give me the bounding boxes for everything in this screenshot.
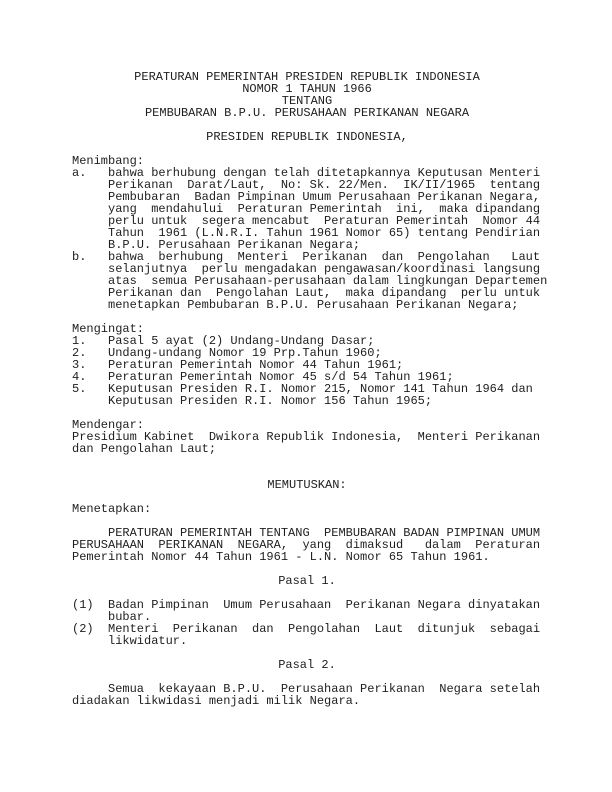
document-title: PERATURAN PEMERINTAH PRESIDEN REPUBLIK INDONESIA [134, 70, 480, 84]
text-line: Perikanan dan Pengolahan Laut, maka dipandang perlu untuk [108, 286, 541, 300]
legal-basis-item-4-label: 4. [72, 370, 87, 384]
mengingat-label: Mengingat: [72, 322, 145, 336]
text-line: Peraturan Pemerintah Nomor 44 Tahun 1961; [108, 358, 404, 372]
text-line: yang mendahului Peraturan Pemerintah ini, maka dipandang [108, 202, 541, 216]
legal-basis-item-5 [72, 383, 542, 407]
text-line: diadakan likwidasi menjadi milik Negara. [72, 694, 361, 708]
text-line: Presidium Kabinet Dwikora Republik Indonesia, Menteri Perikanan [72, 430, 541, 444]
mendengar-label: Mendengar: [72, 418, 145, 432]
text-line: Menteri Perikanan dan Pengolahan Laut ditunjuk sebagai [108, 622, 541, 636]
text-line: likwidatur. [108, 634, 188, 648]
menetapkan-label: Menetapkan: [72, 502, 152, 516]
legal-basis-item-1-label: 1. [72, 334, 87, 348]
text-line: Badan Pimpinan Umum Perusahaan Perikanan Negara dinyatakan [108, 598, 541, 612]
subject-title: PEMBUBARAN B.P.U. PERUSAHAAN PERIKANAN NEGARA [144, 106, 470, 120]
text-line: dan Pengolahan Laut; [72, 442, 217, 456]
text-line: PERUSAHAAN PERIKANAN NEGARA, yang dimaksud dalam Peraturan [72, 538, 541, 552]
text-line: Perikanan Darat/Laut, No: Sk. 22/Men. IK/II/1965 tentang [108, 178, 541, 192]
text-line: Keputusan Presiden R.I. Nomor 156 Tahun 1965; [108, 394, 433, 408]
text-line: bahwa berhubung dengan telah ditetapkannya Keputusan Menteri [108, 166, 541, 180]
legal-basis-item-2-label: 2. [72, 346, 87, 360]
text-line: Pembubaran Badan Pimpinan Umum Perusahaan Perikanan Negara, [108, 190, 541, 204]
issuer-line: PRESIDEN REPUBLIK INDONESIA, [206, 130, 408, 144]
document-body [72, 70, 548, 708]
pasal-1-heading: Pasal 1. [278, 574, 336, 588]
text-line: Keputusan Presiden R.I. Nomor 215, Nomor 141 Tahun 1964 dan [108, 382, 533, 396]
decree-number: NOMOR 1 TAHUN 1966 [242, 82, 372, 96]
considerans-item-a [72, 167, 542, 251]
text-line: selanjutnya perlu mengadakan pengawasan/koordinasi langsung [108, 262, 541, 276]
considerans-item-b-label: b. [72, 250, 87, 264]
legal-basis-item-3-label: 3. [72, 358, 87, 372]
pasal-1-item-2-label: (2) [72, 622, 94, 636]
tentang-label: TENTANG [281, 94, 333, 108]
memutuskan-heading: MEMUTUSKAN: [267, 478, 347, 492]
text-line: B.P.U. Perusahaan Perikanan Negara; [108, 238, 361, 252]
text-line: atas semua Perusahaan-perusahaan dalam lingkungan Departemen [108, 274, 548, 288]
text-line: Pasal 5 ayat (2) Undang-Undang Dasar; [108, 334, 375, 348]
considerans-item-b [72, 250, 548, 312]
legal-basis-item-5-label: 5. [72, 382, 87, 396]
pasal-1-item-1-label: (1) [72, 598, 94, 612]
pasal-1-item-2 [72, 623, 542, 647]
text-line: Pemerintah Nomor 44 Tahun 1961 - L.N. Nomor 65 Tahun 1961. [72, 550, 490, 564]
text-line: Semua kekayaan B.P.U. Perusahaan Perikanan Negara setelah [72, 682, 541, 696]
considerans-item-a-label: a. [72, 166, 87, 180]
text-line: Tahun 1961 (L.N.R.I. Tahun 1961 Nomor 65) tentang Pendirian [108, 226, 541, 240]
text-line: Undang-undang Nomor 19 Prp.Tahun 1960; [108, 346, 382, 360]
text-line: bubar. [108, 610, 152, 624]
pasal-1-item-1 [72, 599, 542, 623]
menimbang-label: Menimbang: [72, 154, 145, 168]
text-line: menetapkan Pembubaran B.P.U. Perusahaan Perikanan Negara; [108, 298, 519, 312]
text-line: perlu untuk segera mencabut Peraturan Pemerintah Nomor 44 [108, 214, 541, 228]
spacer [72, 455, 542, 467]
text-line: PERATURAN PEMERINTAH TENTANG PEMBUBARAN BADAN PIMPINAN UMUM [72, 526, 541, 540]
text-line: bahwa berhubung Menteri Perikanan dan Pengolahan Laut [108, 250, 541, 264]
text-line: Peraturan Pemerintah Nomor 45 s/d 54 Tahun 1961; [108, 370, 454, 384]
pasal-2-heading: Pasal 2. [278, 658, 336, 672]
